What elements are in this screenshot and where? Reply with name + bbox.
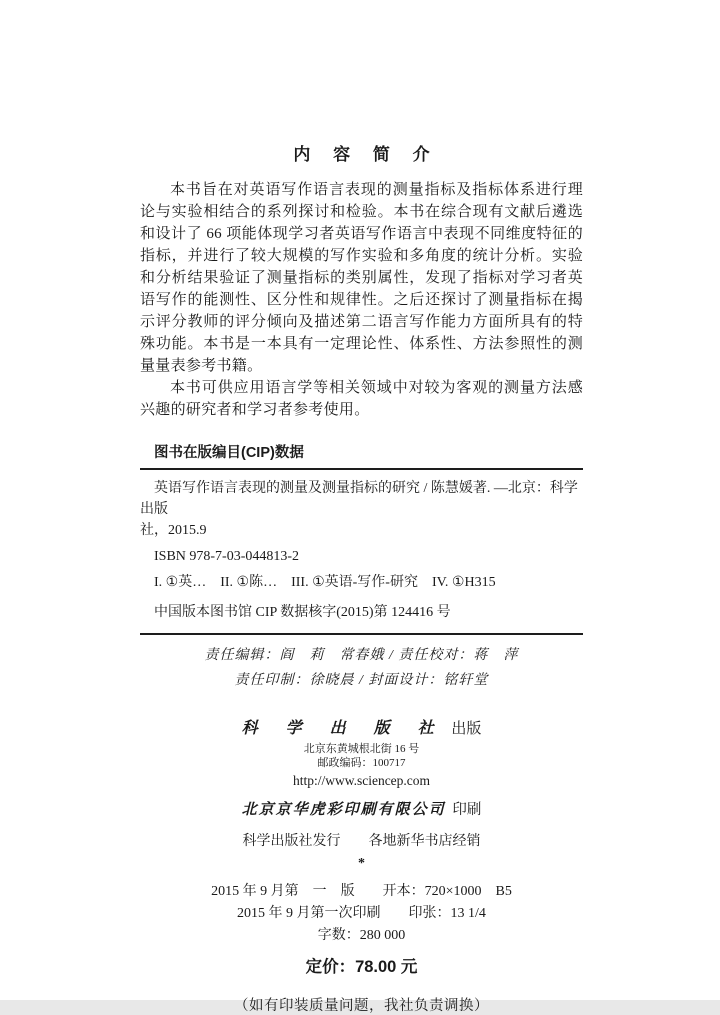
section-title-content-summary: 内 容 简 介 [293,145,439,164]
cip-title-line: 英语写作语言表现的测量及测量指标的研究 / 陈慧媛著. —北京：科学出版 [140,481,578,517]
imprint-block [140,715,583,1015]
staff-credits [140,643,583,693]
summary-paragraph: 本书旨在对英语写作语言表现的测量指标及指标体系进行理论与实验相结合的系列探讨和检验。本书在综合现有文献后遴选和设计了 66 项能体现学习者英语写作语言中表现不同维度特征的指标，并进行了较大规模的写作实验和多角度的统计分析。实验和分析结果验证了测量指标的类别属性，发现了指标对学习者英语写作的能测性、区分性和规律性。之后还探讨了测量指标在揭示评分教师的评分倾向及描述第二语言写作能力方面所具有的特殊功能。本书是一本具有一定理论性、体系性、方法参照性的测量量表参考书籍。 [140,182,583,374]
word-count-line: 字数：280 000 [317,928,406,943]
cip-data-box [140,441,583,635]
cip-record-number-line: 中国版本图书馆 CIP 数据核字(2015)第 124416 号 [154,605,451,620]
publisher-url: http://www.sciencep.com [292,773,431,788]
publisher-suffix: 出版 [451,721,482,737]
summary-paragraph: 本书可供应用语言学等相关领域中对较为客观的测量方法感兴趣的研究者和学习者参考使用。 [140,380,583,418]
price-line: 定价：78.00 元 [305,958,418,976]
cip-isbn-line: ISBN 978-7-03-044813-2 [154,549,300,564]
content-column [140,0,583,1015]
publisher-line [140,715,583,738]
cip-body [140,470,583,633]
cip-heading: 图书在版编目(CIP)数据 [154,445,304,461]
cip-title-line-wrap: 社，2015.9 [140,523,207,538]
printer-line [140,798,583,819]
publisher-logotype: 科 学 出 版 社 [241,720,446,737]
staff-printing-design-line: 责任印制：徐晓晨 / 封面设计：铭轩堂 [234,673,489,688]
printer-suffix: 印刷 [452,802,482,818]
edition-line-1: 2015 年 9 月第 一 版 开本：720×1000 B5 [211,884,512,899]
edition-line-2: 2015 年 9 月第一次印刷 印张：13 1/4 [237,906,486,921]
distribution-line: 科学出版社发行 各地新华书店经销 [242,834,481,849]
printer-logotype: 北京京华虎彩印刷有限公司 [241,802,446,818]
quality-notice: （如有印装质量问题，我社负责调换） [234,998,489,1014]
staff-editors-line: 责任编辑：阎 莉 常春娥 / 责任校对：蒋 萍 [204,648,519,663]
publisher-postcode: 邮政编码：100717 [317,757,406,769]
cip-classification-line: I. ①英… II. ①陈… III. ①英语-写作-研究 IV. ①H315 [154,575,496,590]
publisher-address: 北京东黄城根北街 16 号 [303,743,420,755]
divider-star: * [358,856,365,871]
cip-bottom-rule [140,633,583,635]
content-summary-body [140,179,583,421]
